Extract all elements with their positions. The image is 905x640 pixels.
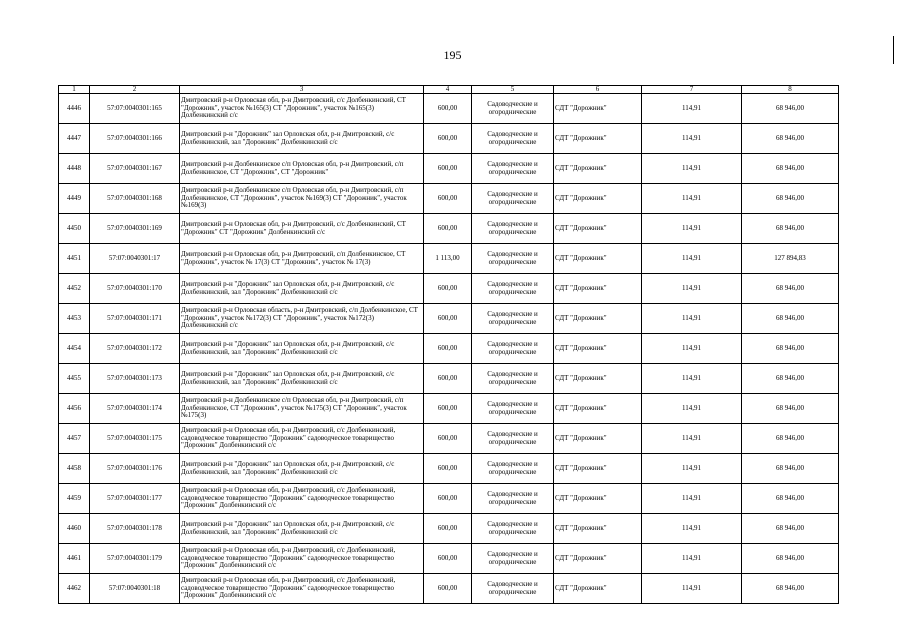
cadastral-number-cell: 57:07:0040301:165 — [90, 94, 180, 124]
cadastral-number-cell: 57:07:0040301:176 — [90, 454, 180, 484]
cadastral-number-cell: 57:07:0040301:179 — [90, 544, 180, 574]
area-cell: 600,00 — [424, 514, 472, 544]
owner-cell: СДТ "Дорожник" — [554, 94, 642, 124]
cadastral-value-cell: 68 946,00 — [742, 154, 839, 184]
row-number-cell: 4452 — [59, 274, 90, 304]
column-header: 1 — [59, 86, 90, 94]
row-number-cell: 4455 — [59, 364, 90, 394]
row-number-cell: 4460 — [59, 514, 90, 544]
land-use-cell: Садоводческие и огороднические — [472, 394, 554, 424]
land-use-cell: Садоводческие и огороднические — [472, 184, 554, 214]
cadastral-number-cell: 57:07:0040301:177 — [90, 484, 180, 514]
area-cell: 600,00 — [424, 454, 472, 484]
table-row — [59, 154, 839, 184]
land-use-cell: Садоводческие и огороднические — [472, 454, 554, 484]
address-cell: Дмитровский р-н Долбенкинское с/п Орловская обл, р-н Дмитровский, с/п Долбенкинское, СТ "Дорожник", участок №169(3) СТ "Дорожник", участок №169(3) — [180, 184, 424, 214]
row-number-cell: 4446 — [59, 94, 90, 124]
address-cell: Дмитровский р-н "Дорожник" зал Орловская обл, р-н Дмитровский, с/с Долбенкинский, зал "Дорожник" Долбенкинский с/с — [180, 124, 424, 154]
cadastral-value-cell: 68 946,00 — [742, 124, 839, 154]
column-header: 7 — [642, 86, 742, 94]
land-plot-table — [58, 85, 839, 604]
land-use-cell: Садоводческие и огороднические — [472, 574, 554, 604]
land-use-cell: Садоводческие и огороднические — [472, 274, 554, 304]
cadastral-value-cell: 68 946,00 — [742, 514, 839, 544]
unit-price-cell: 114,91 — [642, 514, 742, 544]
owner-cell: СДТ "Дорожник" — [554, 574, 642, 604]
address-cell: Дмитровский р-н Орловская обл, р-н Дмитровский, с/с Долбенкинский, СТ "Дорожник", участок №165(3) СТ "Дорожник", участок №165(3) Долбенкинский с/с — [180, 94, 424, 124]
table-row — [59, 334, 839, 364]
table-row — [59, 454, 839, 484]
unit-price-cell: 114,91 — [642, 454, 742, 484]
address-cell: Дмитровский р-н Орловская обл, р-н Дмитровский, с/с Долбенкинский, садоводческое товарищество "Дорожник" садоводческое товарищество "Дорожник" Долбенкинский с/с — [180, 544, 424, 574]
unit-price-cell: 114,91 — [642, 214, 742, 244]
cadastral-value-cell: 68 946,00 — [742, 214, 839, 244]
unit-price-cell: 114,91 — [642, 394, 742, 424]
area-cell: 600,00 — [424, 334, 472, 364]
area-cell: 1 113,00 — [424, 244, 472, 274]
owner-cell: СДТ "Дорожник" — [554, 154, 642, 184]
address-cell: Дмитровский р-н Орловская обл, р-н Дмитровский, с/с Долбенкинский, садоводческое товарищество "Дорожник" садоводческое товарищество "Дорожник" Долбенкинский с/с — [180, 574, 424, 604]
address-cell: Дмитровский р-н "Дорожник" зал Орловская обл, р-н Дмитровский, с/с Долбенкинский, зал "Дорожник" Долбенкинский с/с — [180, 364, 424, 394]
table-row — [59, 544, 839, 574]
column-header: 4 — [424, 86, 472, 94]
table-row — [59, 184, 839, 214]
owner-cell: СДТ "Дорожник" — [554, 304, 642, 334]
land-use-cell: Садоводческие и огороднические — [472, 514, 554, 544]
table-body — [59, 94, 839, 604]
unit-price-cell: 114,91 — [642, 484, 742, 514]
land-use-cell: Садоводческие и огороднические — [472, 304, 554, 334]
row-number-cell: 4454 — [59, 334, 90, 364]
area-cell: 600,00 — [424, 154, 472, 184]
row-number-cell: 4451 — [59, 244, 90, 274]
column-number-row — [59, 86, 839, 94]
land-use-cell: Садоводческие и огороднические — [472, 334, 554, 364]
cadastral-number-cell: 57:07:0040301:178 — [90, 514, 180, 544]
table-row — [59, 274, 839, 304]
row-number-cell: 4449 — [59, 184, 90, 214]
cadastral-number-cell: 57:07:0040301:18 — [90, 574, 180, 604]
land-use-cell: Садоводческие и огороднические — [472, 154, 554, 184]
cadastral-value-cell: 68 946,00 — [742, 394, 839, 424]
cadastral-value-cell: 127 894,83 — [742, 244, 839, 274]
unit-price-cell: 114,91 — [642, 274, 742, 304]
address-cell: Дмитровский р-н Орловская обл, р-н Дмитровский, с/с Долбенкинский, садоводческое товарищество "Дорожник" садоводческое товарищество "Дорожник" Долбенкинский с/с — [180, 484, 424, 514]
land-use-cell: Садоводческие и огороднические — [472, 364, 554, 394]
margin-line — [893, 36, 894, 64]
unit-price-cell: 114,91 — [642, 94, 742, 124]
cadastral-number-cell: 57:07:0040301:167 — [90, 154, 180, 184]
owner-cell: СДТ "Дорожник" — [554, 244, 642, 274]
owner-cell: СДТ "Дорожник" — [554, 454, 642, 484]
area-cell: 600,00 — [424, 124, 472, 154]
owner-cell: СДТ "Дорожник" — [554, 394, 642, 424]
table-row — [59, 574, 839, 604]
row-number-cell: 4448 — [59, 154, 90, 184]
table-row — [59, 214, 839, 244]
cadastral-number-cell: 57:07:0040301:17 — [90, 244, 180, 274]
row-number-cell: 4450 — [59, 214, 90, 244]
area-cell: 600,00 — [424, 394, 472, 424]
cadastral-value-cell: 68 946,00 — [742, 454, 839, 484]
table-row — [59, 364, 839, 394]
land-use-cell: Садоводческие и огороднические — [472, 244, 554, 274]
owner-cell: СДТ "Дорожник" — [554, 184, 642, 214]
area-cell: 600,00 — [424, 484, 472, 514]
cadastral-value-cell: 68 946,00 — [742, 334, 839, 364]
address-cell: Дмитровский р-н Долбенкинское с/п Орловская обл, р-н Дмитровский, с/п Долбенкинское, СТ "Дорожник", участок №175(3) СТ "Дорожник", участок №175(3) — [180, 394, 424, 424]
owner-cell: СДТ "Дорожник" — [554, 484, 642, 514]
land-use-cell: Садоводческие и огороднические — [472, 214, 554, 244]
area-cell: 600,00 — [424, 214, 472, 244]
address-cell: Дмитровский р-н "Дорожник" зал Орловская обл, р-н Дмитровский, с/с Долбенкинский, зал "Дорожник" Долбенкинский с/с — [180, 454, 424, 484]
cadastral-number-cell: 57:07:0040301:174 — [90, 394, 180, 424]
cadastral-number-cell: 57:07:0040301:166 — [90, 124, 180, 154]
area-cell: 600,00 — [424, 364, 472, 394]
unit-price-cell: 114,91 — [642, 304, 742, 334]
area-cell: 600,00 — [424, 184, 472, 214]
cadastral-number-cell: 57:07:0040301:170 — [90, 274, 180, 304]
land-use-cell: Садоводческие и огороднические — [472, 424, 554, 454]
cadastral-number-cell: 57:07:0040301:173 — [90, 364, 180, 394]
row-number-cell: 4453 — [59, 304, 90, 334]
table-row — [59, 94, 839, 124]
cadastral-value-cell: 68 946,00 — [742, 274, 839, 304]
row-number-cell: 4447 — [59, 124, 90, 154]
row-number-cell: 4462 — [59, 574, 90, 604]
owner-cell: СДТ "Дорожник" — [554, 514, 642, 544]
address-cell: Дмитровский р-н Орловская область, р-н Дмитровский, с/п Долбенкинское, СТ "Дорожник", участок №172(3) СТ "Дорожник", участок №172(3) Долбенкинский с/с — [180, 304, 424, 334]
land-use-cell: Садоводческие и огороднические — [472, 94, 554, 124]
column-header: 5 — [472, 86, 554, 94]
table-row — [59, 244, 839, 274]
address-cell: Дмитровский р-н "Дорожник" зал Орловская обл, р-н Дмитровский, с/с Долбенкинский, зал "Дорожник" Долбенкинский с/с — [180, 274, 424, 304]
cadastral-number-cell: 57:07:0040301:168 — [90, 184, 180, 214]
area-cell: 600,00 — [424, 304, 472, 334]
area-cell: 600,00 — [424, 94, 472, 124]
area-cell: 600,00 — [424, 544, 472, 574]
row-number-cell: 4461 — [59, 544, 90, 574]
area-cell: 600,00 — [424, 574, 472, 604]
land-use-cell: Садоводческие и огороднические — [472, 484, 554, 514]
owner-cell: СДТ "Дорожник" — [554, 274, 642, 304]
address-cell: Дмитровский р-н "Дорожник" зал Орловская обл, р-н Дмитровский, с/с Долбенкинский, зал "Дорожник" Долбенкинский с/с — [180, 334, 424, 364]
table-row — [59, 514, 839, 544]
owner-cell: СДТ "Дорожник" — [554, 424, 642, 454]
table-row — [59, 304, 839, 334]
row-number-cell: 4457 — [59, 424, 90, 454]
cadastral-value-cell: 68 946,00 — [742, 544, 839, 574]
address-cell: Дмитровский р-н Орловская обл, р-н Дмитровский, с/п Долбенкинское, СТ "Дорожник", участок № 17(3) СТ "Дорожник", участок № 17(3) — [180, 244, 424, 274]
unit-price-cell: 114,91 — [642, 124, 742, 154]
owner-cell: СДТ "Дорожник" — [554, 364, 642, 394]
address-cell: Дмитровский р-н Долбенкинское с/п Орловская обл, р-н Дмитровский, с/п Долбенкинское, СТ "Дорожник", СТ "Дорожник" — [180, 154, 424, 184]
unit-price-cell: 114,91 — [642, 154, 742, 184]
owner-cell: СДТ "Дорожник" — [554, 544, 642, 574]
row-number-cell: 4459 — [59, 484, 90, 514]
address-cell: Дмитровский р-н "Дорожник" зал Орловская обл, р-н Дмитровский, с/с Долбенкинский, зал "Дорожник" Долбенкинский с/с — [180, 514, 424, 544]
land-use-cell: Садоводческие и огороднические — [472, 124, 554, 154]
table-row — [59, 484, 839, 514]
unit-price-cell: 114,91 — [642, 574, 742, 604]
cadastral-number-cell: 57:07:0040301:175 — [90, 424, 180, 454]
column-header: 6 — [554, 86, 642, 94]
table-row — [59, 124, 839, 154]
owner-cell: СДТ "Дорожник" — [554, 214, 642, 244]
cadastral-number-cell: 57:07:0040301:171 — [90, 304, 180, 334]
unit-price-cell: 114,91 — [642, 544, 742, 574]
unit-price-cell: 114,91 — [642, 244, 742, 274]
column-header: 8 — [742, 86, 839, 94]
cadastral-value-cell: 68 946,00 — [742, 364, 839, 394]
cadastral-number-cell: 57:07:0040301:169 — [90, 214, 180, 244]
cadastral-value-cell: 68 946,00 — [742, 94, 839, 124]
cadastral-value-cell: 68 946,00 — [742, 574, 839, 604]
area-cell: 600,00 — [424, 274, 472, 304]
row-number-cell: 4456 — [59, 394, 90, 424]
column-header: 2 — [90, 86, 180, 94]
land-use-cell: Садоводческие и огороднические — [472, 544, 554, 574]
area-cell: 600,00 — [424, 424, 472, 454]
cadastral-value-cell: 68 946,00 — [742, 304, 839, 334]
unit-price-cell: 114,91 — [642, 334, 742, 364]
address-cell: Дмитровский р-н Орловская обл, р-н Дмитровский, с/с Долбенкинский, садоводческое товарищество "Дорожник" садоводческое товарищество "Дорожник" Долбенкинский с/с — [180, 424, 424, 454]
address-cell: Дмитровский р-н Орловская обл, р-н Дмитровский, с/с Долбенкинский, СТ "Дорожник" СТ "Дорожник" Долбенкинский с/с — [180, 214, 424, 244]
unit-price-cell: 114,91 — [642, 364, 742, 394]
table-row — [59, 394, 839, 424]
cadastral-value-cell: 68 946,00 — [742, 184, 839, 214]
column-header: 3 — [180, 86, 424, 94]
cadastral-number-cell: 57:07:0040301:172 — [90, 334, 180, 364]
owner-cell: СДТ "Дорожник" — [554, 334, 642, 364]
row-number-cell: 4458 — [59, 454, 90, 484]
cadastral-value-cell: 68 946,00 — [742, 424, 839, 454]
page-number: 195 — [443, 48, 462, 62]
table-row — [59, 424, 839, 454]
unit-price-cell: 114,91 — [642, 184, 742, 214]
unit-price-cell: 114,91 — [642, 424, 742, 454]
owner-cell: СДТ "Дорожник" — [554, 124, 642, 154]
cadastral-value-cell: 68 946,00 — [742, 484, 839, 514]
